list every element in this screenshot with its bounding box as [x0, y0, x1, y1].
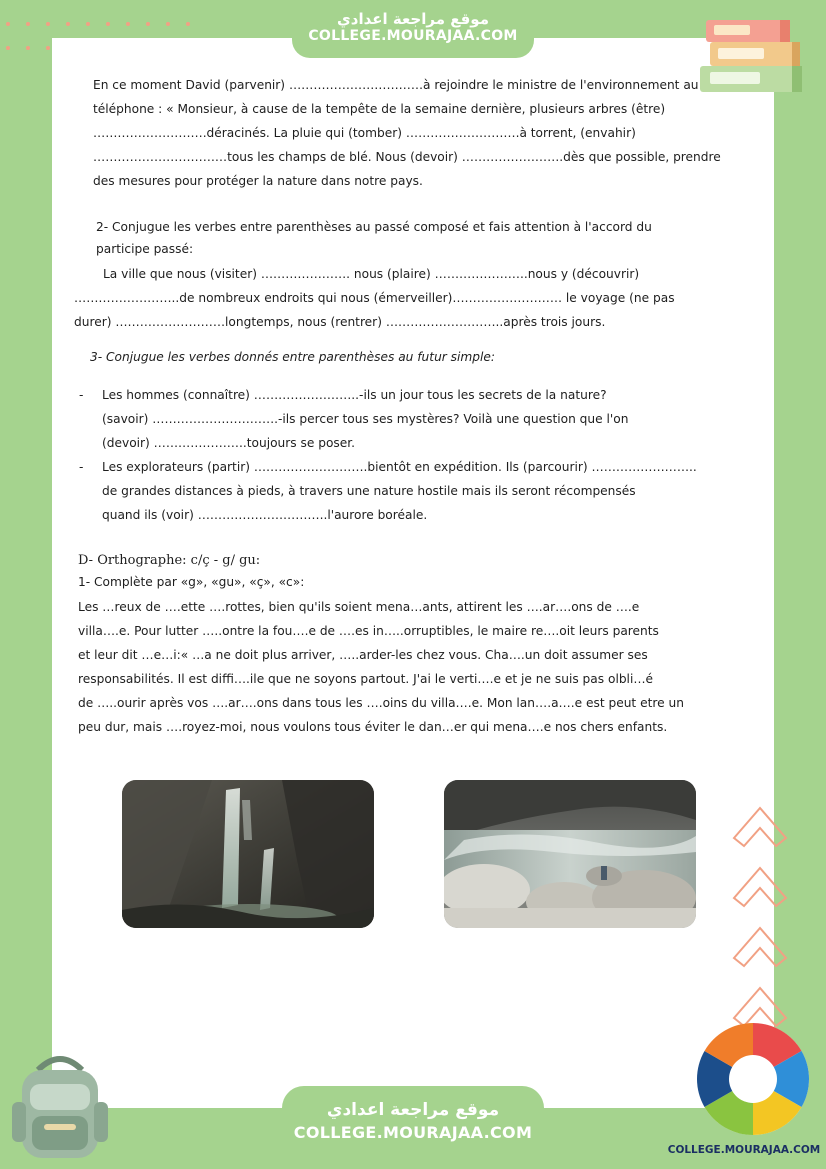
- bullet-marker: -: [79, 388, 84, 402]
- exercise3-line: quand ils (voir) …………………………..l'aurore boréale.: [102, 508, 428, 522]
- section-d-line: Les …reux de ….ette ….rottes, bien qu'ils soient mena…ants, attirent les ….ar….ons de ….e: [78, 600, 640, 614]
- exercise3-line: Les explorateurs (partir) ……………………….bientôt en expédition. Ils (parcourir) ……………………..: [102, 460, 697, 474]
- books-icon: [700, 8, 818, 100]
- section-d-line: responsabilités. Il est diffi….ile que ne soyons partout. J'ai le verti….e et je ne suis pas olbli…é: [78, 672, 654, 686]
- footer-banner[interactable]: [282, 1086, 544, 1166]
- exercise2-line: durer) ………………………longtemps, nous (rentrer) ………………………..après trois jours.: [74, 315, 606, 329]
- logo-site-url[interactable]: COLLEGE.MOURAJAA.COM: [667, 1144, 821, 1156]
- exercise2-title: participe passé:: [96, 242, 194, 256]
- header-site-url[interactable]: COLLEGE.MOURAJAA.COM: [308, 28, 518, 44]
- section-d-line: et leur dit …e…i:« …a ne doit plus arriver, …..arder-les chez vous. Cha….un doit assumer ses: [78, 648, 648, 662]
- bullet-marker: -: [79, 460, 84, 474]
- waterfall-photo: [122, 780, 374, 928]
- logo-wheel-icon: [694, 1020, 812, 1138]
- exercise3-line: (savoir) ………………………….-ils percer tous ses mystères? Voilà une question que l'on: [102, 412, 629, 426]
- chevron-up-icon: [728, 790, 792, 1030]
- backpack-icon: [8, 1052, 112, 1162]
- exercise1-line: ……………………………tous les champs de blé. Nous (devoir) …………………….dès que possible, prendre: [93, 150, 721, 164]
- header-banner[interactable]: [292, 2, 534, 58]
- footer-site-url[interactable]: COLLEGE.MOURAJAA.COM: [293, 1123, 533, 1142]
- exercise1-line: En ce moment David (parvenir) ……………………………à rejoindre le ministre de l'environnement au: [93, 78, 699, 92]
- exercise3-line: (devoir) …………………..toujours se poser.: [102, 436, 356, 450]
- exercise3-line: Les hommes (connaître) ……………………..-ils un jour tous les secrets de la nature?: [102, 388, 607, 402]
- section-d-title: D- Orthographe: c/ç - g/ gu:: [78, 553, 261, 568]
- exercise2-line: La ville que nous (visiter) …………………. nous (plaire) …………………..nous y (découvrir): [103, 267, 640, 281]
- section-d-line: de …..ourir après vos ….ar….ons dans tous les ….oins du villa….e. Mon lan….a….e est peut etre un: [78, 696, 684, 710]
- section-d-line: villa….e. Pour lutter …..ontre la fou….e de ….es in…..orruptibles, le maire re….oit leurs parents: [78, 624, 659, 638]
- footer-site-arabic: موقع مراجعة اعدادي: [326, 1100, 500, 1120]
- exercise2-line: ……………………..de nombreux endroits qui nous (émerveiller)……………………… le voyage (ne pas: [74, 291, 675, 305]
- exercise1-line: des mesures pour protéger la nature dans notre pays.: [93, 174, 423, 188]
- cave-river-photo: [444, 780, 696, 928]
- exercise2-title: 2- Conjugue les verbes entre parenthèses au passé composé et fais attention à l'accord du: [96, 220, 652, 234]
- header-site-arabic: موقع مراجعة اعدادي: [337, 10, 489, 28]
- section-d-line: peu dur, mais ….royez-moi, nous voulons tous éviter le dan…er qui mena….e nos chers enfants.: [78, 720, 668, 734]
- exercise1-line: téléphone : « Monsieur, à cause de la tempête de la semaine dernière, plusieurs arbres (être): [93, 102, 666, 116]
- exercise3-line: de grandes distances à pieds, à travers une nature hostile mais ils seront récompensés: [102, 484, 636, 498]
- exercise1-line: ……………………….déracinés. La pluie qui (tomber) ……………………….à torrent, (envahir): [93, 126, 636, 140]
- exercise3-title: 3- Conjugue les verbes donnés entre parenthèses au futur simple:: [90, 350, 496, 364]
- section-d-subtitle: 1- Complète par «g», «gu», «ç», «c»:: [78, 575, 305, 589]
- document-page: [52, 38, 774, 1108]
